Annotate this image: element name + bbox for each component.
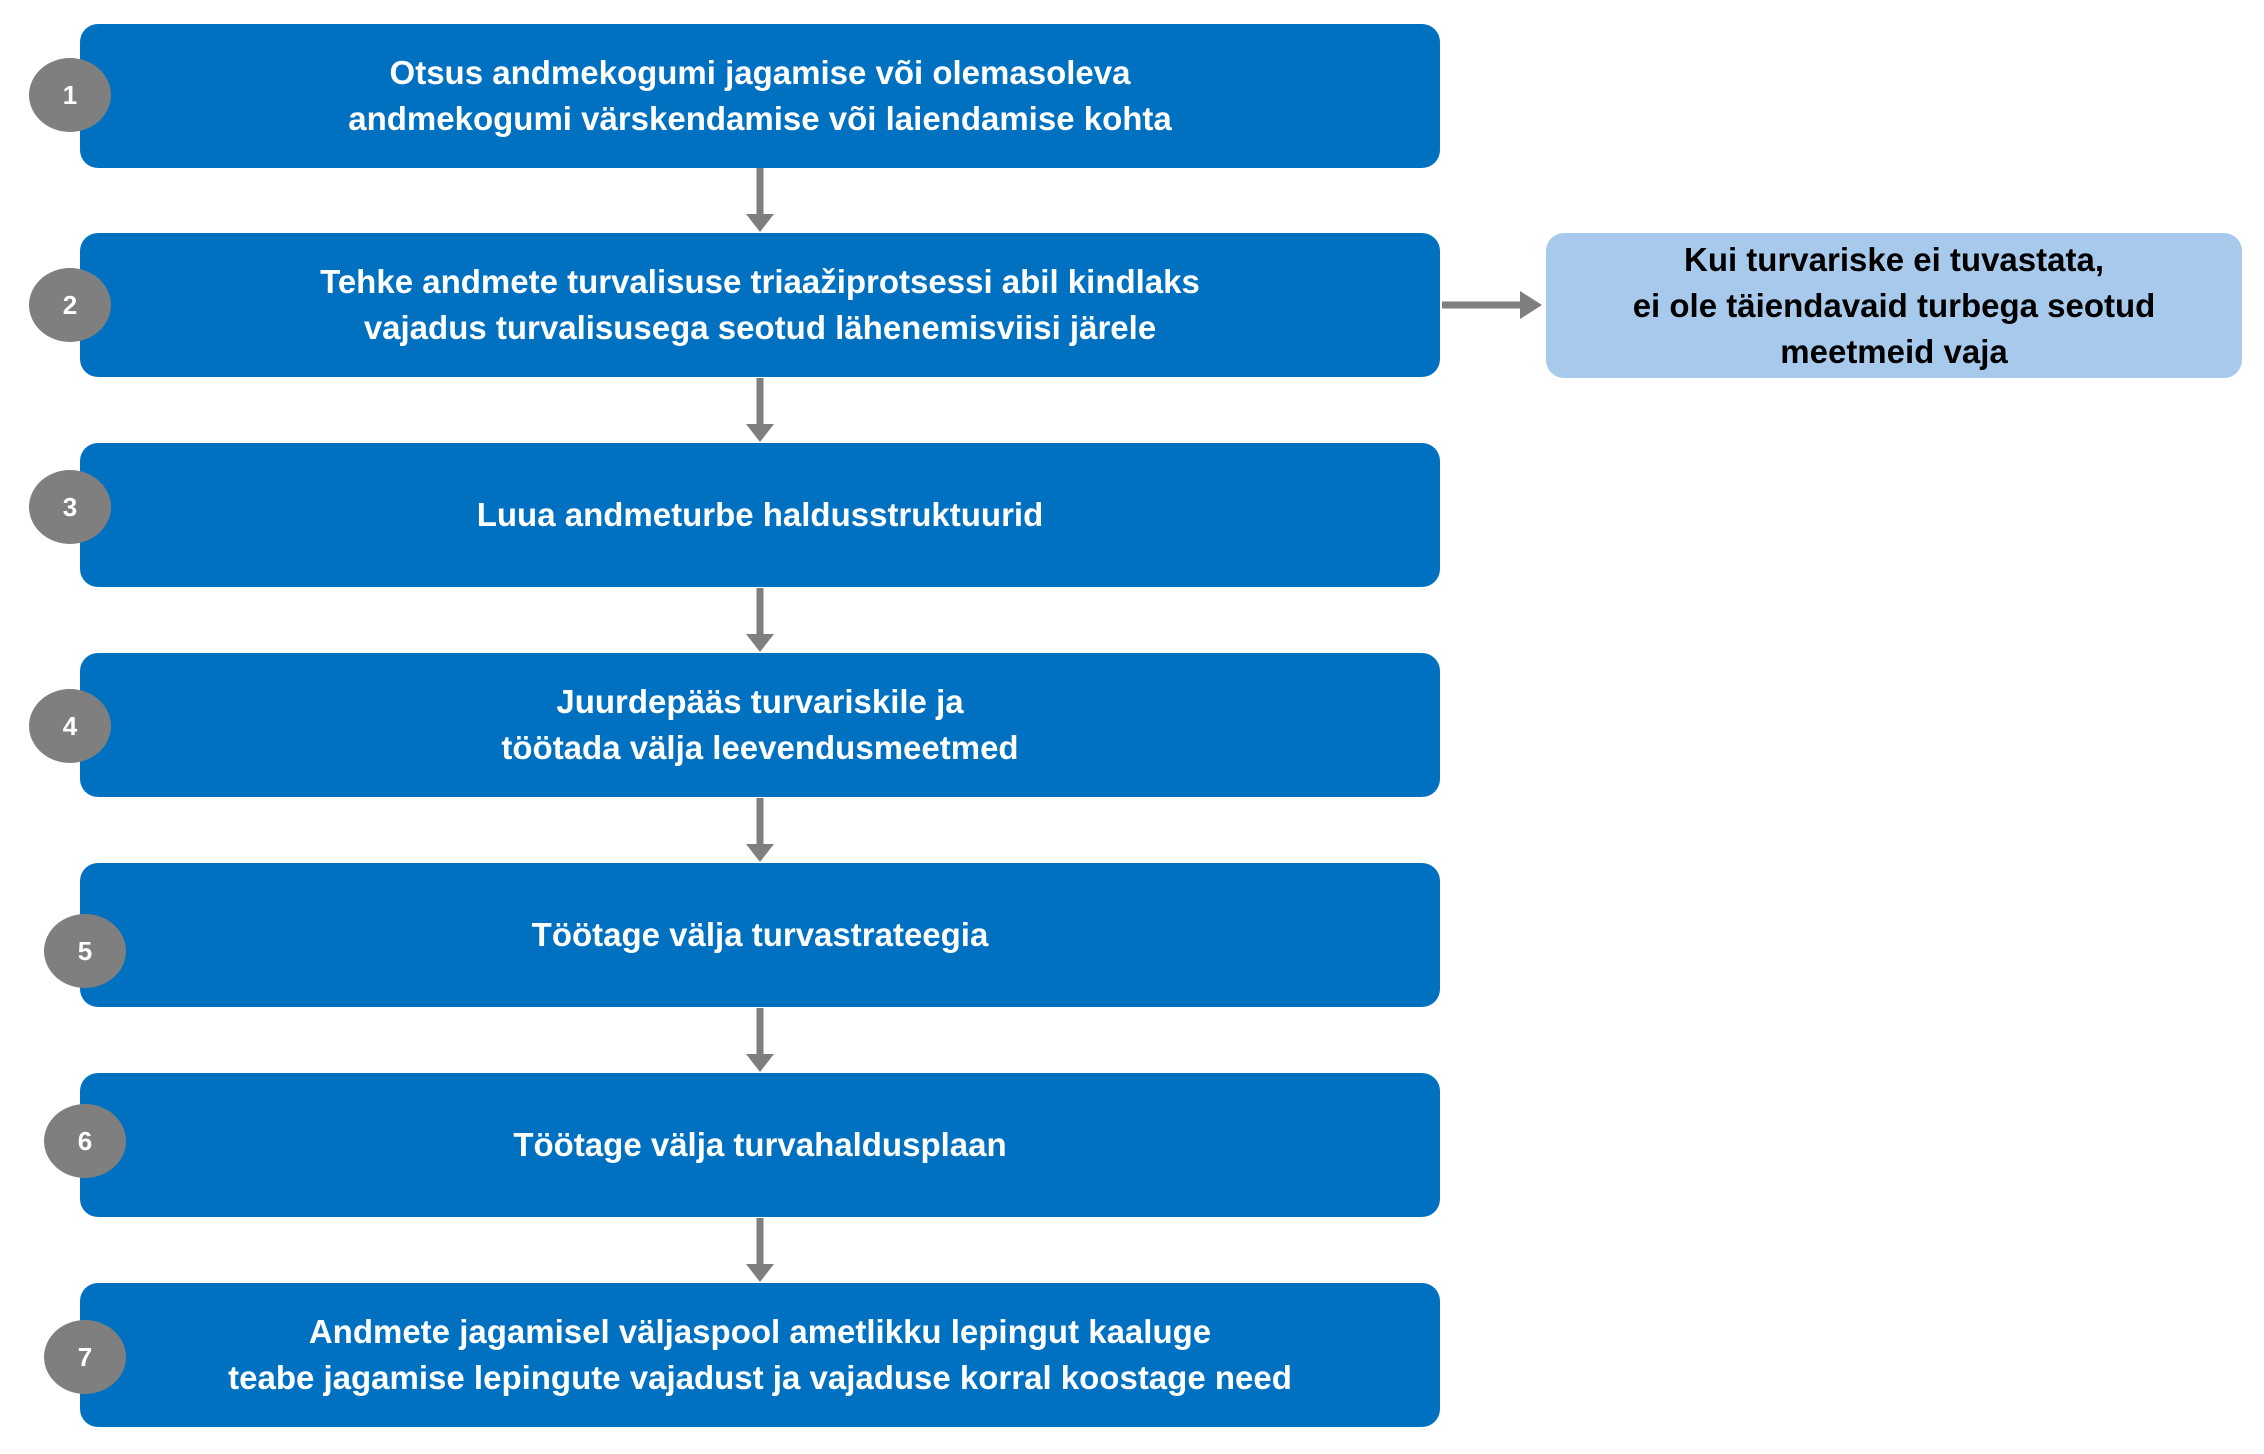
step-7-text: Andmete jagamisel väljaspool ametlikku lepingut kaaluge teabe jagamise lepingute vajadust ja vajaduse korral koostage need (228, 1313, 1292, 1396)
side-note-box (1546, 233, 2242, 378)
step-7-box (80, 1283, 1440, 1427)
step-4-text: Juurdepääs turvariskile ja töötada välja leevendusmeetmed (501, 683, 1019, 766)
step-1-badge: 1 (29, 58, 111, 132)
step-6-badge: 6 (44, 1104, 126, 1178)
step-7-badge: 7 (44, 1320, 126, 1394)
step-4-box (80, 653, 1440, 797)
step-5-text: Töötage välja turvastrateegia (531, 916, 989, 953)
step-3-box (80, 443, 1440, 587)
side-note-text: Kui turvariske ei tuvastata, ei ole täiendavaid turbega seotud meetmeid vaja (1632, 240, 2156, 370)
step-6-text: Töötage välja turvahaldusplaan (513, 1126, 1007, 1163)
step-1-box (80, 24, 1440, 168)
step-5-box (80, 863, 1440, 1007)
step-4-badge: 4 (29, 689, 111, 763)
step-1-text: Otsus andmekogumi jagamise või olemasoleva andmekogumi värskendamise või laiendamise kohta (348, 54, 1172, 137)
step-2-badge: 2 (29, 268, 111, 342)
step-2-box (80, 233, 1440, 377)
step-2-text: Tehke andmete turvalisuse triaažiprotsessi abil kindlaks vajadus turvalisusega seotud lähenemisviisi järele (320, 263, 1200, 346)
step-3-text: Luua andmeturbe haldusstruktuurid (476, 496, 1044, 533)
step-6-box (80, 1073, 1440, 1217)
step-5-badge: 5 (44, 914, 126, 988)
step-3-badge: 3 (29, 470, 111, 544)
